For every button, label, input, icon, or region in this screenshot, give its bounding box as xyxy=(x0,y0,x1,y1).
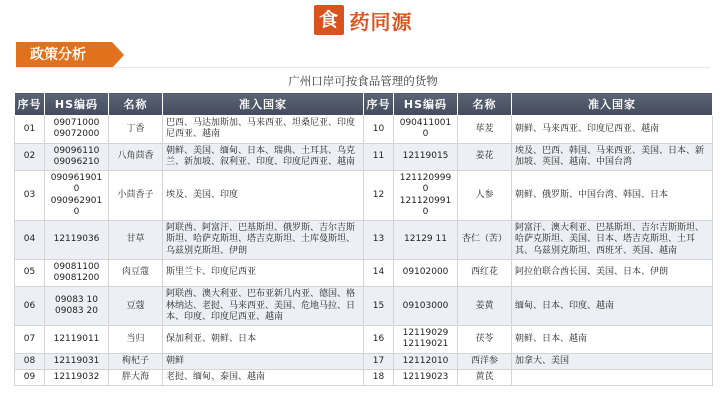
cell-hs-code xyxy=(45,287,109,326)
cell-country: 朝鲜、日本、越南 xyxy=(512,326,713,354)
hs-code-line: 12119011 xyxy=(53,333,100,344)
hs-code-line: 12119021 xyxy=(402,339,449,350)
goods-table-body xyxy=(15,116,713,386)
cell-seq: 17 xyxy=(364,353,394,369)
cell-name: 黄芪 xyxy=(458,369,512,385)
cell-name: 茯苓 xyxy=(458,326,512,354)
hs-code-line: 09096210 xyxy=(53,156,100,167)
hs-code-line: 12112010 xyxy=(402,355,449,366)
cell-seq: 03 xyxy=(15,171,45,221)
brand-title: 药同源 xyxy=(349,9,413,34)
hs-code-line: 12129 11 xyxy=(404,234,447,245)
cell-name: 西洋参 xyxy=(458,353,512,369)
hs-code-line: 0904110010 xyxy=(399,118,452,140)
cell-country: 朝鲜 xyxy=(163,353,364,369)
cell-seq: 14 xyxy=(364,259,394,287)
cell-country: 朝鲜、马来西亚、印度尼西亚、越南 xyxy=(512,116,713,144)
cell-country: 阿富汗、澳大利亚、巴基斯坦、吉尔吉斯斯坦、哈萨克斯坦、美国、日本、塔吉克斯坦、土耳其、乌兹别克斯坦、西班牙、英国、越南 xyxy=(512,221,713,260)
section-title-bar xyxy=(0,42,726,68)
col-country-left: 准入国家 xyxy=(163,93,364,116)
col-name-left: 名称 xyxy=(109,93,163,116)
cell-country: 加拿大、美国 xyxy=(512,353,713,369)
table-header-row xyxy=(15,93,713,116)
hs-code-line: 12119015 xyxy=(402,151,449,162)
cell-seq: 05 xyxy=(15,259,45,287)
table-row xyxy=(15,259,713,287)
cell-hs-code xyxy=(394,326,458,354)
cell-seq: 09 xyxy=(15,369,45,385)
cell-seq: 18 xyxy=(364,369,394,385)
hs-code-line: 09096110 xyxy=(53,145,100,156)
table-row xyxy=(15,143,713,171)
hs-code-line: 09081100 xyxy=(53,261,100,272)
cell-seq: 13 xyxy=(364,221,394,260)
cell-name: 胖大海 xyxy=(109,369,163,385)
cell-seq: 07 xyxy=(15,326,45,354)
cell-country: 埃及、美国、印度 xyxy=(163,171,364,221)
cell-hs-code xyxy=(394,116,458,144)
cell-seq: 16 xyxy=(364,326,394,354)
cell-seq: 10 xyxy=(364,116,394,144)
cell-name: 甘草 xyxy=(109,221,163,260)
hs-code-line: 12119023 xyxy=(402,371,449,382)
cell-country: 埃及、巴西、韩国、马来西亚、美国、日本、新加坡、英国、越南、中国台湾 xyxy=(512,143,713,171)
cell-hs-code xyxy=(45,116,109,144)
cell-name: 丁香 xyxy=(109,116,163,144)
cell-name: 枸杞子 xyxy=(109,353,163,369)
cell-country: 斯里兰卡、印度尼西亚 xyxy=(163,259,364,287)
cell-hs-code xyxy=(45,171,109,221)
col-seq-left: 序号 xyxy=(15,93,45,116)
table-row xyxy=(15,353,713,369)
cell-hs-code xyxy=(394,287,458,326)
cell-hs-code xyxy=(45,326,109,354)
hs-code-line: 09071000 xyxy=(53,118,100,128)
cell-country: 老挝、缅甸、泰国、越南 xyxy=(163,369,364,385)
hs-code-line: 09083 20 xyxy=(55,306,98,317)
cell-seq: 02 xyxy=(15,143,45,171)
cell-hs-code xyxy=(394,171,458,221)
hs-code-line: 09083 10 xyxy=(55,294,98,305)
goods-table xyxy=(14,92,713,386)
hs-code-line: 12119036 xyxy=(53,234,100,245)
cell-hs-code xyxy=(394,221,458,260)
cell-country: 阿拉伯联合酋长国、美国、日本、伊朗 xyxy=(512,259,713,287)
cell-hs-code xyxy=(394,259,458,287)
col-country-right: 准入国家 xyxy=(512,93,713,116)
cell-seq: 08 xyxy=(15,353,45,369)
table-container xyxy=(0,92,726,386)
hs-code-line: 09103000 xyxy=(402,300,449,311)
table-row xyxy=(15,287,713,326)
cell-name: 姜花 xyxy=(458,143,512,171)
cell-name: 姜黄 xyxy=(458,287,512,326)
cell-country: 阿联酋、澳大利亚、巴布亚新几内亚、德国、格林纳达、老挝、马来西亚、美国、危地马拉、日本、印度、印度尼西亚、越南 xyxy=(163,287,364,326)
table-row xyxy=(15,369,713,385)
hs-code-line: 09102000 xyxy=(402,267,449,278)
hs-code-line: 12119032 xyxy=(53,371,100,382)
section-divider xyxy=(16,67,710,68)
table-row xyxy=(15,221,713,260)
col-name-right: 名称 xyxy=(458,93,512,116)
cell-name: 八角茴香 xyxy=(109,143,163,171)
brand-logo-group xyxy=(314,5,413,35)
cell-name: 西红花 xyxy=(458,259,512,287)
table-row xyxy=(15,326,713,354)
cell-hs-code xyxy=(45,369,109,385)
cell-name: 小茴香子 xyxy=(109,171,163,221)
col-hs-left: HS编码 xyxy=(45,93,109,116)
cell-hs-code xyxy=(394,353,458,369)
cell-name: 人参 xyxy=(458,171,512,221)
cell-hs-code xyxy=(45,259,109,287)
cell-hs-code xyxy=(394,143,458,171)
hs-code-line: 1211209910 xyxy=(399,195,452,217)
hs-code-line: 0909619010 xyxy=(50,173,103,195)
col-seq-right: 序号 xyxy=(364,93,394,116)
cell-seq: 11 xyxy=(364,143,394,171)
cell-country: 缅甸、日本、印度、越南 xyxy=(512,287,713,326)
cell-hs-code xyxy=(45,143,109,171)
cell-country: 阿联酋、阿富汗、巴基斯坦、俄罗斯、吉尔吉斯斯坦、哈萨克斯坦、塔吉克斯坦、土库曼斯坦、乌兹别克斯坦、伊朗 xyxy=(163,221,364,260)
hs-code-line: 09072000 xyxy=(53,129,100,140)
cell-country: 巴西、马达加斯加、马来西亚、坦桑尼亚、印度尼西亚、越南 xyxy=(163,116,364,144)
cell-seq: 06 xyxy=(15,287,45,326)
cell-hs-code xyxy=(45,353,109,369)
table-row xyxy=(15,171,713,221)
cell-country: 朝鲜、俄罗斯、中国台湾、韩国、日本 xyxy=(512,171,713,221)
cell-seq: 01 xyxy=(15,116,45,144)
cell-country: 保加利亚、朝鲜、日本 xyxy=(163,326,364,354)
cell-name: 荜茇 xyxy=(458,116,512,144)
cell-seq: 04 xyxy=(15,221,45,260)
hs-code-line: 1211209990 xyxy=(399,173,452,195)
table-row xyxy=(15,116,713,144)
cell-seq: 15 xyxy=(364,287,394,326)
cell-name: 杏仁（苦） xyxy=(458,221,512,260)
col-hs-right: HS编码 xyxy=(394,93,458,116)
brand-header xyxy=(0,0,726,40)
cell-name: 豆蔻 xyxy=(109,287,163,326)
cell-country: 朝鲜、美国、缅甸、日本、瑞典、土耳其、乌克兰、新加坡、叙利亚、印度、印度尼西亚、越南 xyxy=(163,143,364,171)
hs-code-line: 09081200 xyxy=(53,273,100,283)
cell-seq: 12 xyxy=(364,171,394,221)
cell-hs-code xyxy=(394,369,458,385)
cell-name: 当归 xyxy=(109,326,163,354)
section-title: 政策分析 xyxy=(16,42,112,68)
cell-country xyxy=(512,369,713,385)
hs-code-line: 0909629010 xyxy=(50,195,103,217)
table-caption: 广州口岸可按食品管理的货物 xyxy=(288,74,438,88)
shi-logo-icon: 食 xyxy=(314,5,344,35)
hs-code-line: 12119029 xyxy=(402,328,449,338)
cell-name: 肉豆蔻 xyxy=(109,259,163,287)
cell-hs-code xyxy=(45,221,109,260)
hs-code-line: 12119031 xyxy=(53,355,100,366)
